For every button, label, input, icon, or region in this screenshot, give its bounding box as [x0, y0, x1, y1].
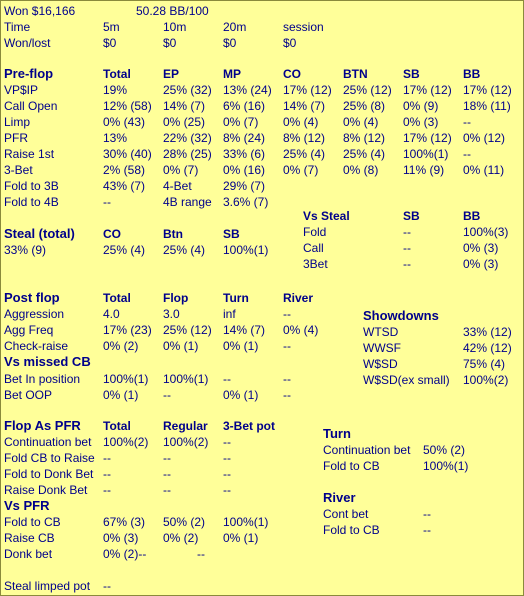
- vs-pfr-cell: 0% (3): [103, 531, 139, 545]
- flop-pfr-col-regular: Regular: [163, 419, 208, 433]
- fold-to-3b-label: Fold to 3B: [4, 179, 59, 193]
- steal-cell: 100%(1): [223, 243, 269, 257]
- vs-pfr-cell: --: [197, 547, 205, 561]
- flop-pfr-cell: --: [163, 451, 171, 465]
- preflop-cell: 100%(1): [403, 147, 449, 161]
- flop-pfr-cell: --: [103, 467, 111, 481]
- postflop-cell: 4.0: [103, 307, 120, 321]
- preflop-cell: 17% (12): [403, 131, 452, 145]
- preflop-row-label: Raise 1st: [4, 147, 55, 161]
- preflop-cell: 18% (11): [463, 99, 511, 113]
- wonlost-session: $0: [283, 36, 297, 50]
- flop-pfr-row-label: Raise Donk Bet: [4, 483, 88, 497]
- fold-to-4b-label: Fold to 4B: [4, 195, 59, 209]
- showdown-value: 75% (4): [463, 357, 506, 371]
- showdown-label: WWSF: [363, 341, 401, 355]
- postflop-cell: 0% (2): [103, 339, 139, 353]
- vs-pfr-row-label: Donk bet: [4, 547, 53, 561]
- postflop-row-label: Agg Freq: [4, 323, 54, 337]
- steal-col-co: CO: [103, 227, 121, 241]
- turn-row-value: 100%(1): [423, 459, 469, 473]
- preflop-row-label: 3-Bet: [4, 163, 33, 177]
- period-session: session: [283, 20, 324, 34]
- showdown-label: W$SD: [363, 357, 398, 371]
- preflop-col-mp: MP: [223, 67, 241, 81]
- four-bet-value: 29% (7): [223, 179, 266, 193]
- showdowns-title: Showdowns: [363, 308, 439, 323]
- flop-pfr-cell: --: [223, 451, 231, 465]
- vs-steal-cell: 100%(3): [463, 225, 509, 239]
- preflop-col-total: Total: [103, 67, 131, 81]
- vs-steal-cell: 0% (3): [463, 241, 499, 255]
- flop-pfr-row-label: Continuation bet: [4, 435, 92, 449]
- preflop-cell: 25% (8): [343, 99, 386, 113]
- showdown-value: 100%(2): [463, 373, 509, 387]
- preflop-cell: 11% (9): [403, 163, 445, 177]
- postflop-cell: 25% (12): [163, 323, 212, 337]
- vs-missed-cell: 0% (1): [223, 388, 259, 402]
- preflop-cell: 0% (16): [223, 163, 266, 177]
- preflop-cell: 6% (16): [223, 99, 266, 113]
- postflop-cell: --: [283, 307, 291, 321]
- preflop-col-btn: BTN: [343, 67, 368, 81]
- vs-steal-title: Vs Steal: [303, 209, 350, 223]
- preflop-col-co: CO: [283, 67, 301, 81]
- preflop-cell: 17% (12): [463, 83, 512, 97]
- preflop-cell: 8% (12): [283, 131, 326, 145]
- vs-steal-col-sb: SB: [403, 209, 420, 223]
- turn-row-label: Continuation bet: [323, 443, 411, 457]
- vs-missed-cell: --: [163, 388, 171, 402]
- postflop-col-flop: Flop: [163, 291, 189, 305]
- vs-steal-col-bb: BB: [463, 209, 481, 223]
- turn-row-label: Fold to CB: [323, 459, 380, 473]
- vs-steal-row-label: 3Bet: [303, 257, 328, 271]
- vs-missed-cell: 0% (1): [103, 388, 139, 402]
- wonlost-5m: $0: [103, 36, 117, 50]
- preflop-cell: 30% (40): [103, 147, 152, 161]
- preflop-cell: 13% (24): [223, 83, 272, 97]
- preflop-cell: 0% (43): [103, 115, 146, 129]
- postflop-cell: 17% (23): [103, 323, 152, 337]
- postflop-row-label: Check-raise: [4, 339, 69, 353]
- fold-to-4b-value: --: [103, 195, 111, 209]
- flop-pfr-col-3bet-pot: 3-Bet pot: [223, 419, 275, 433]
- bb-per-100: 50.28 BB/100: [136, 4, 209, 18]
- vs-pfr-cell: 0% (2): [163, 531, 199, 545]
- postflop-cell: 0% (1): [223, 339, 259, 353]
- preflop-cell: 17% (12): [283, 83, 332, 97]
- period-5m: 5m: [103, 20, 120, 34]
- vs-pfr-row-label: Fold to CB: [4, 515, 61, 529]
- preflop-cell: 25% (12): [343, 83, 392, 97]
- preflop-col-ep: EP: [163, 67, 180, 81]
- preflop-cell: 14% (7): [163, 99, 206, 113]
- preflop-cell: 8% (24): [223, 131, 266, 145]
- preflop-cell: 17% (12): [403, 83, 452, 97]
- flop-pfr-cell: --: [103, 483, 111, 497]
- preflop-row-label: VP$IP: [4, 83, 39, 97]
- preflop-cell: 0% (3): [403, 115, 439, 129]
- preflop-cell: 0% (8): [343, 163, 379, 177]
- won-amount: Won $16,166: [4, 4, 76, 18]
- vs-steal-cell: --: [403, 257, 411, 271]
- showdown-label: WTSD: [363, 325, 399, 339]
- wonlost-20m: $0: [223, 36, 237, 50]
- steal-limped-pot-label: Steal limped pot: [4, 579, 91, 593]
- showdown-value: 33% (12): [463, 325, 512, 339]
- vs-missed-cell: --: [283, 372, 291, 386]
- vs-pfr-cell: 0% (2)--: [103, 547, 147, 561]
- vs-pfr-cell: 67% (3): [103, 515, 146, 529]
- postflop-col-river: River: [283, 291, 314, 305]
- vs-missed-row-label: Bet OOP: [4, 388, 53, 402]
- postflop-cell: 0% (4): [283, 323, 319, 337]
- preflop-cell: 22% (32): [163, 131, 212, 145]
- river-title: River: [323, 490, 356, 505]
- preflop-cell: 2% (58): [103, 163, 146, 177]
- preflop-cell: 25% (4): [283, 147, 326, 161]
- preflop-cell: 0% (7): [163, 163, 199, 177]
- preflop-title: Pre-flop: [4, 66, 54, 81]
- vs-pfr-cell: 50% (2): [163, 515, 206, 529]
- fold-to-3b-value: 43% (7): [103, 179, 146, 193]
- vs-steal-cell: 0% (3): [463, 257, 499, 271]
- preflop-cell: 12% (58): [103, 99, 152, 113]
- vs-missed-cell: 100%(1): [103, 372, 149, 386]
- postflop-col-turn: Turn: [223, 291, 249, 305]
- flop-as-pfr-title: Flop As PFR: [4, 418, 81, 433]
- river-row-value: --: [423, 507, 431, 521]
- steal-col-btn: Btn: [163, 227, 183, 241]
- vs-steal-cell: --: [403, 241, 411, 255]
- flop-pfr-cell: --: [163, 467, 171, 481]
- four-bet-label: 4-Bet: [163, 179, 192, 193]
- flop-pfr-col-total: Total: [103, 419, 131, 433]
- preflop-cell: 33% (6): [223, 147, 266, 161]
- flop-pfr-cell: --: [163, 483, 171, 497]
- postflop-cell: 3.0: [163, 307, 180, 321]
- preflop-cell: 25% (4): [343, 147, 386, 161]
- vs-pfr-cell: 100%(1): [223, 515, 269, 529]
- vs-steal-row-label: Fold: [303, 225, 327, 239]
- period-20m: 20m: [223, 20, 247, 34]
- turn-title: Turn: [323, 426, 351, 441]
- preflop-cell: 25% (32): [163, 83, 212, 97]
- vs-missed-cb-title: Vs missed CB: [4, 354, 91, 369]
- showdown-label: W$SD(ex small): [363, 373, 450, 387]
- preflop-cell: --: [463, 115, 471, 129]
- preflop-cell: 0% (11): [463, 163, 505, 177]
- preflop-cell: 0% (9): [403, 99, 439, 113]
- wonlost-label: Won/lost: [4, 36, 51, 50]
- vs-pfr-title: Vs PFR: [4, 498, 50, 513]
- river-row-label: Fold to CB: [323, 523, 380, 537]
- river-row-value: --: [423, 523, 431, 537]
- steal-limped-pot-value: --: [103, 579, 111, 593]
- preflop-cell: 28% (25): [163, 147, 212, 161]
- flop-pfr-row-label: Fold CB to Raise: [4, 451, 95, 465]
- postflop-col-total: Total: [103, 291, 131, 305]
- preflop-row-label: Call Open: [4, 99, 58, 113]
- showdown-value: 42% (12): [463, 341, 512, 355]
- postflop-cell: inf: [223, 307, 236, 321]
- steal-total-value: 33% (9): [4, 243, 47, 257]
- preflop-cell: 0% (12): [463, 131, 506, 145]
- preflop-cell: --: [463, 147, 471, 161]
- postflop-title: Post flop: [4, 290, 60, 305]
- postflop-cell: 0% (1): [163, 339, 199, 353]
- river-row-label: Cont bet: [323, 507, 369, 521]
- period-10m: 10m: [163, 20, 187, 34]
- preflop-cell: 0% (7): [223, 115, 259, 129]
- preflop-row-label: PFR: [4, 131, 28, 145]
- vs-pfr-row-label: Raise CB: [4, 531, 55, 545]
- preflop-cell: 0% (4): [283, 115, 319, 129]
- flop-pfr-cell: --: [223, 483, 231, 497]
- steal-cell: 25% (4): [163, 243, 206, 257]
- preflop-cell: 0% (4): [343, 115, 379, 129]
- preflop-col-bb: BB: [463, 67, 481, 81]
- flop-pfr-row-label: Fold to Donk Bet: [4, 467, 94, 481]
- vs-pfr-cell: 0% (1): [223, 531, 259, 545]
- preflop-cell: 8% (12): [343, 131, 386, 145]
- flop-pfr-cell: --: [103, 451, 111, 465]
- vs-missed-cell: 100%(1): [163, 372, 209, 386]
- preflop-cell: 0% (7): [283, 163, 319, 177]
- flop-pfr-cell: 100%(2): [103, 435, 149, 449]
- preflop-col-sb: SB: [403, 67, 420, 81]
- flop-pfr-cell: --: [223, 435, 231, 449]
- postflop-row-label: Aggression: [4, 307, 65, 321]
- preflop-cell: 0% (25): [163, 115, 206, 129]
- vs-steal-cell: --: [403, 225, 411, 239]
- preflop-cell: 19%: [103, 83, 128, 97]
- vs-steal-row-label: Call: [303, 241, 324, 255]
- flop-pfr-cell: --: [223, 467, 231, 481]
- vs-missed-row-label: Bet In position: [4, 372, 81, 386]
- four-bet-range-label: 4B range: [163, 195, 212, 209]
- turn-row-value: 50% (2): [423, 443, 466, 457]
- time-label: Time: [4, 20, 31, 34]
- four-bet-range-value: 3.6% (7): [223, 195, 269, 209]
- flop-pfr-cell: 100%(2): [163, 435, 209, 449]
- preflop-cell: 13%: [103, 131, 128, 145]
- wonlost-10m: $0: [163, 36, 177, 50]
- postflop-cell: --: [283, 339, 291, 353]
- steal-total-title: Steal (total): [4, 226, 75, 241]
- steal-col-sb: SB: [223, 227, 240, 241]
- preflop-cell: 14% (7): [283, 99, 326, 113]
- postflop-cell: 14% (7): [223, 323, 266, 337]
- steal-cell: 25% (4): [103, 243, 146, 257]
- vs-missed-cell: --: [223, 372, 231, 386]
- preflop-row-label: Limp: [4, 115, 31, 129]
- vs-missed-cell: --: [283, 388, 291, 402]
